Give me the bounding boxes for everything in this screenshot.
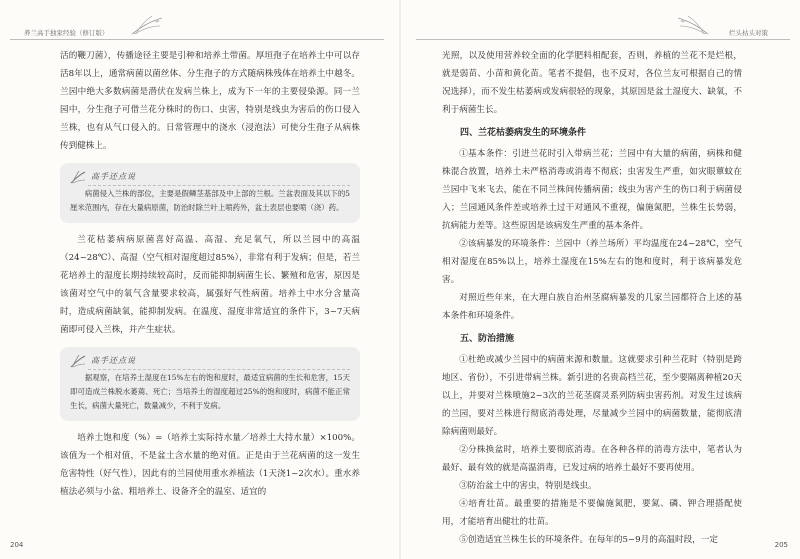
body-paragraph: 活的鞭刀菌），传播途径主要是引种和培养土带菌。厚垣孢子在培养土中可以存活8年以上，通常病菌以菌丝体、分生孢子的方式随病株残体在培养土中越冬。兰园中绝大多数病菌是潜伏在发病兰株上，成为下一年的主要侵染源。同一兰园中，分生孢子可借兰花分株时的伤口、虫害，特别是线虫为害后的伤口侵入兰株，也有从气口侵入的。日常管理中的浇水（浸泡法）可使分生孢子从病株传到健株上。: [60, 51, 360, 151]
body-paragraph: 对照近些年来，在大理白族自治州茎腐病暴发的几家兰园都符合上述的基本条件和环境条件。: [442, 293, 742, 321]
right-page: [400, 0, 800, 559]
tip-divider: [88, 369, 350, 370]
tip-text: 据观察，在培养土湿度在15%左右的饱和度时，最适宜病菌的生长和危害，15天即可造成兰株脱水萎蔫、死亡；当培养土的湿度超过25%的饱和度时，病菌不能正常生长，病菌大量死亡，数量减少，不利于发病。: [70, 373, 350, 410]
tip-box: [60, 347, 360, 421]
orchid-icon: [130, 14, 164, 36]
running-header-title: 烂头枯头对策: [729, 29, 768, 37]
numbered-item: ①杜绝或减少兰园中的病菌来源和数量。这就要求引种兰花时（特别是跨地区、省份），不引进带病兰株。新引进的名贵高档兰花，至少要隔离种植20天以上，并要对兰株喷施2~3次的兰花茎腐灵系列防病虫害药剂。对发生过该病的兰园，要对兰株进行彻底消毒处理，尽量减少兰园中的病菌数量，能彻底清除病菌则最好。: [442, 355, 742, 437]
header-rule: [10, 39, 384, 40]
numbered-item: ⑤创造适宜兰株生长的环境条件。在每年的5~9月的高温时段，一定: [459, 535, 718, 545]
tip-box-title: [70, 353, 350, 369]
tip-text: 病菌侵入兰株的部位，主要是假鳞茎基部及中上部的兰根。兰盆表面及其以下的5厘米范围内，存在大量病原菌，防治时除兰叶上喷药外，盆土表层也要喷（浇）药。: [70, 189, 350, 212]
numbered-item: ①基本条件：引进兰花时引入带病兰花；兰园中有大量的病菌，病株和健株混合放置，培养土未严格消毒或消毒不彻底；虫害发生严重，如灾眼蕈蚊在兰园中飞来飞去，能在不同兰株间传播病菌；线虫为害产生的伤口利于病菌侵入；兰园通风条件差或培养土过干对通风不重视，偏施氮肥，兰株生长势弱，抗病能力差等。这些原因是该病发生严重的基本条件。: [442, 149, 742, 231]
page-number: 205: [774, 541, 788, 549]
tip-title-text: 高手还点说: [91, 172, 136, 181]
section-heading: 四、兰花枯萎病发生的环境条件: [460, 128, 587, 138]
numbered-item: ②该病暴发的环境条件：兰园中（养兰场所）平均温度在24~28℃，空气相对湿度在85%以上，培养土湿度在15%左右的饱和度时，利于该病暴发危害。: [442, 239, 742, 285]
numbered-item: ②分株换盆时，培养土要彻底消毒。在各种各样的消毒方法中，笔者认为最好、最有效的就是高温消毒，已发过病的培养土最好不要再使用。: [442, 445, 742, 473]
page-number: 204: [10, 541, 24, 549]
tip-title-text: 高手还点说: [91, 356, 136, 365]
right-page-body: [442, 47, 742, 549]
orchid-leaf-icon: [70, 354, 86, 368]
running-header-title: 养兰高手独家经验（修订版）: [24, 29, 109, 37]
right-page-header: [416, 12, 790, 42]
tip-box-title: [70, 169, 350, 185]
body-paragraph: 兰花枯萎病病原菌喜好高温、高湿、充足氧气，所以兰园中的高温（24~28℃）、高湿（空气相对湿度超过85%），非常有利于发病；但是，若兰花培养土的湿度长期持续较高时，反而能抑制病菌生长、繁殖和危害，原因是该菌对空气中的氧气含量要求较高，属强好气性病菌。培养土中水分含量高时，造成病菌缺氧，能抑制发病。在温度、湿度非常适宜的条件下，3~7天病菌即可侵入兰株，并产生症状。: [60, 235, 360, 335]
left-page-header: [10, 12, 384, 42]
body-paragraph: 光照，以及使用营养较全面的化学肥料相配套，否则，养植的兰花不是烂根，就是弱苗、小苗和黄化苗。笔者不提倡，也不反对，各位兰友可根据自己的情况选择），而不发生枯萎病或发病很轻的现象，其原因是盆土湿度大、缺氧，不利于病菌生长。: [442, 51, 742, 115]
header-rule: [416, 39, 790, 40]
left-page-body: [60, 47, 360, 501]
numbered-item: ③防治盆土中的害虫，特别是线虫。: [459, 481, 597, 491]
orchid-icon: [676, 14, 710, 36]
numbered-item: ④培育壮苗。最重要的措施是不要偏施氮肥，要氮、磷、钾合理搭配使用，才能培育出健壮的壮苗。: [442, 499, 742, 527]
tip-divider: [88, 185, 350, 186]
tip-box: [60, 163, 360, 223]
section-heading: 五、防治措施: [460, 334, 515, 344]
body-paragraph: 培养土饱和度（%）=（培养土实际持水量／培养土大持水量）×100%。该值为一个相对值，不是盆土含水量的绝对值。正是由于兰花病菌的这一发生危害特性（好气性），因此有的兰园使用重水养植法（1天浇1~2次水）。重水养植法必须与小盆、粗培养土、设备齐全的温室、适宜的: [60, 433, 360, 497]
orchid-leaf-icon: [70, 170, 86, 184]
